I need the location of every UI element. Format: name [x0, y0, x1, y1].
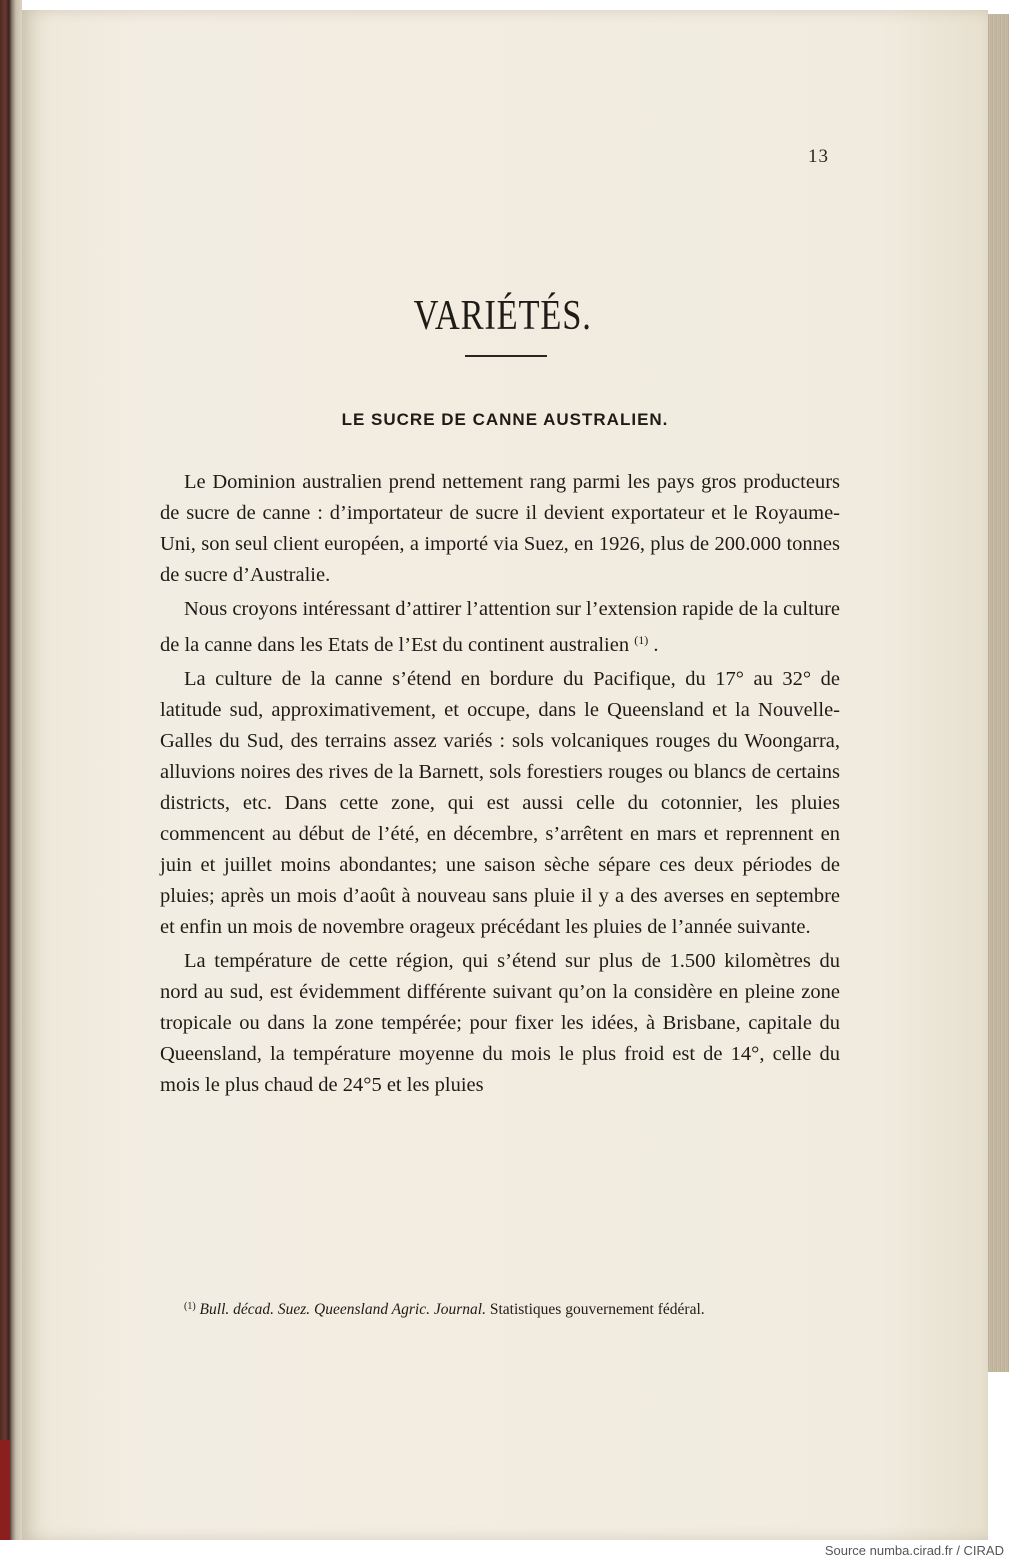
paragraph-2-text: Nous croyons intéressant d’attirer l’attention sur l’extension rapide de la culture de la canne dans les Etats de l’Est du continent australien	[160, 598, 840, 656]
page-number: 13	[808, 146, 829, 167]
paragraph-2	[160, 594, 840, 661]
footnote	[160, 1296, 840, 1321]
paragraph-2-end: .	[653, 634, 659, 656]
title-divider	[465, 355, 547, 357]
paragraph-4: La température de cette région, qui s’étend sur plus de 1.500 kilomètres du nord au sud, est évidemment différente suivant qu’on la considère en pleine zone tropicale ou dans la zone tempérée; pour fixer les idées, à Brisbane, capitale du Queensland, la température moyenne du mois le plus froid est de 14°, celle du mois le plus chaud de 24°5 et les pluies	[160, 950, 840, 1096]
paragraph-3: La culture de la canne s’étend en bordure du Pacifique, du 17° au 32° de latitude sud, approximativement, et occupe, dans le Queensland et la Nouvelle-Galles du Sud, des terrains assez variés : sols volcaniques rouges du Woongarra, alluvions noires des rives de la Barnett, sols forestiers rouges ou blancs de certains districts, etc. Dans cette zone, qui est aussi celle du cotonnier, les pluies commencent au début de l’été, en décembre, s’arrêtent en mars et reprennent en juin et juillet moins abondantes; une saison sèche sépare ces deux périodes de pluies; après un mois d’août à nouveau sans pluie il y a des averses en septembre et enfin un mois de novembre orageux précédant les pluies de l’année suivante.	[160, 668, 840, 938]
page-stack-edge	[986, 14, 1009, 1372]
footnote-citation: Bull. décad. Suez. Queensland Agric. Journal.	[199, 1301, 486, 1318]
article-title: LE SUCRE DE CANNE AUSTRALIEN.	[341, 410, 669, 429]
book-binding	[0, 0, 22, 1540]
footnote-text: Statistiques gouvernement fédéral.	[485, 1301, 705, 1318]
paragraph-1: Le Dominion australien prend nettement rang parmi les pays gros producteurs de sucre de canne : d’importateur de sucre il devient exportateur et le Royaume-Uni, son seul client européen, a importé via Suez, en 1926, plus de 200.000 tonnes de sucre d’Australie.	[160, 471, 840, 586]
article-body	[160, 467, 840, 1101]
source-credit: Source numba.cirad.fr / CIRAD	[824, 1543, 1004, 1558]
section-title: VARIÉTÉS.	[413, 293, 592, 339]
footnote-reference: (1)	[634, 633, 649, 647]
binding-ribbon	[0, 1440, 10, 1540]
footnote-mark: (1)	[184, 1301, 196, 1312]
book-page	[22, 10, 988, 1540]
